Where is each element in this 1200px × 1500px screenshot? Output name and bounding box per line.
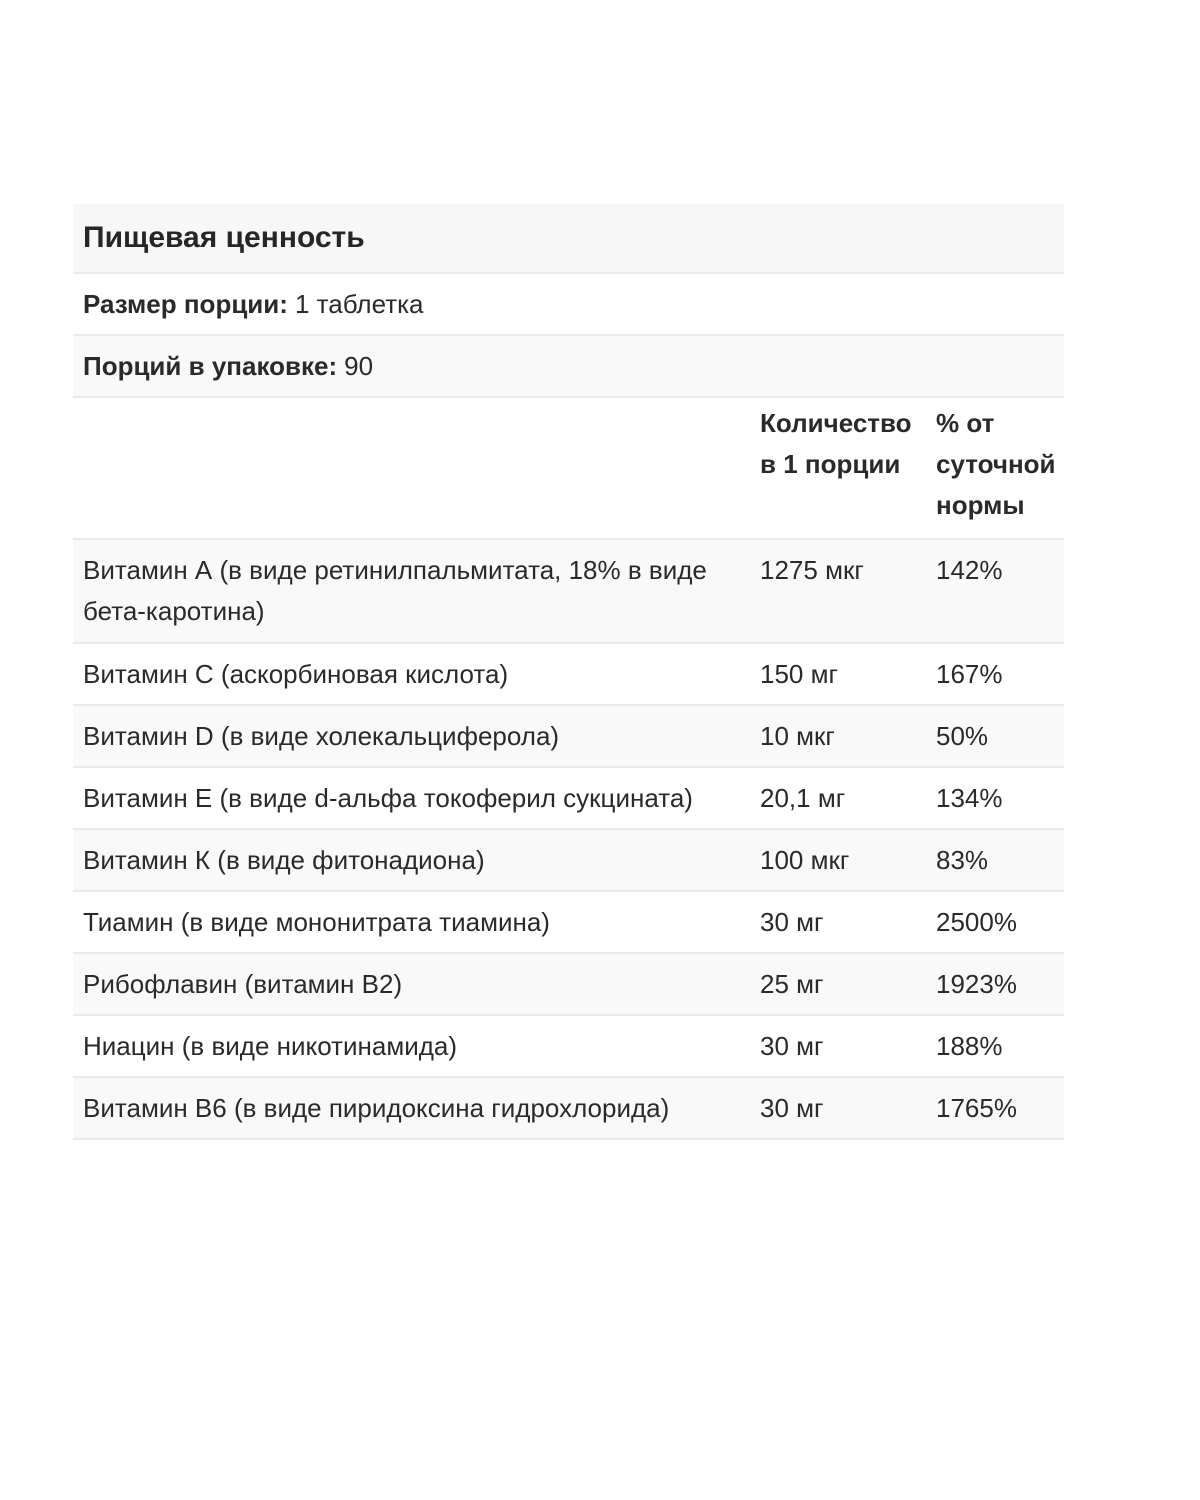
servings-per-container-value: 90 <box>344 350 374 381</box>
nutrient-daily-value: 188% <box>936 1031 1003 1061</box>
table-row <box>73 954 1064 1016</box>
column-header-name <box>73 398 750 538</box>
nutrient-name: Витамин К (в виде фитонадиона) <box>83 845 485 875</box>
nutrient-amount: 100 мкг <box>760 845 850 875</box>
table-row <box>73 830 1064 892</box>
nutrient-daily-value: 167% <box>936 659 1003 689</box>
nutrition-facts-table <box>73 204 1064 1140</box>
nutrient-name: Витамин С (аскорбиновая кислота) <box>83 659 509 689</box>
nutrient-daily-value: 83% <box>936 845 989 875</box>
nutrient-daily-value: 1923% <box>936 969 1017 999</box>
nutrient-amount: 25 мг <box>760 969 824 999</box>
nutrient-amount: 10 мкг <box>760 721 835 751</box>
nutrient-amount: 1275 мкг <box>760 555 864 585</box>
nutrient-daily-value: 1765% <box>936 1093 1017 1123</box>
table-row <box>73 1078 1064 1140</box>
table-title: Пищевая ценность <box>83 221 365 254</box>
nutrient-daily-value: 2500% <box>936 907 1017 937</box>
table-row <box>73 1016 1064 1078</box>
table-row <box>73 644 1064 706</box>
serving-size-value: 1 таблетка <box>294 288 424 319</box>
table-row <box>73 768 1064 830</box>
nutrient-name: Витамин А (в виде ретинилпальмитата, 18% в виде бета-каротина) <box>83 555 707 626</box>
table-row <box>73 540 1064 644</box>
table-row <box>73 706 1064 768</box>
nutrient-name: Тиамин (в виде мононитрата тиамина) <box>83 907 550 937</box>
nutrient-amount: 30 мг <box>760 1093 824 1123</box>
serving-size-label: Размер порции: <box>83 288 288 319</box>
servings-per-container-row <box>73 336 1064 398</box>
nutrient-name: Витамин D (в виде холекальциферола) <box>83 721 560 751</box>
nutrient-amount: 20,1 мг <box>760 783 846 813</box>
nutrient-name: Ниацин (в виде никотинамида) <box>83 1031 458 1061</box>
nutrient-daily-value: 142% <box>936 555 1003 585</box>
nutrient-amount: 150 мг <box>760 659 838 689</box>
column-header-amount: Количество в 1 порции <box>760 408 912 479</box>
nutrient-amount: 30 мг <box>760 1031 824 1061</box>
servings-per-container-label: Порций в упаковке: <box>83 350 338 381</box>
serving-size-row <box>73 274 1064 336</box>
nutrient-name: Витамин В6 (в виде пиридоксина гидрохлорида) <box>83 1093 670 1123</box>
nutrient-amount: 30 мг <box>760 907 824 937</box>
nutrient-daily-value: 134% <box>936 783 1003 813</box>
table-row <box>73 892 1064 954</box>
table-title-row <box>73 204 1064 274</box>
column-header-row <box>73 398 1064 540</box>
nutrient-name: Витамин Е (в виде d-альфа токоферил сукцината) <box>83 783 693 813</box>
column-header-daily-value: % от суточной нормы <box>936 408 1056 520</box>
nutrient-daily-value: 50% <box>936 721 989 751</box>
nutrient-name: Рибофлавин (витамин В2) <box>83 969 403 999</box>
